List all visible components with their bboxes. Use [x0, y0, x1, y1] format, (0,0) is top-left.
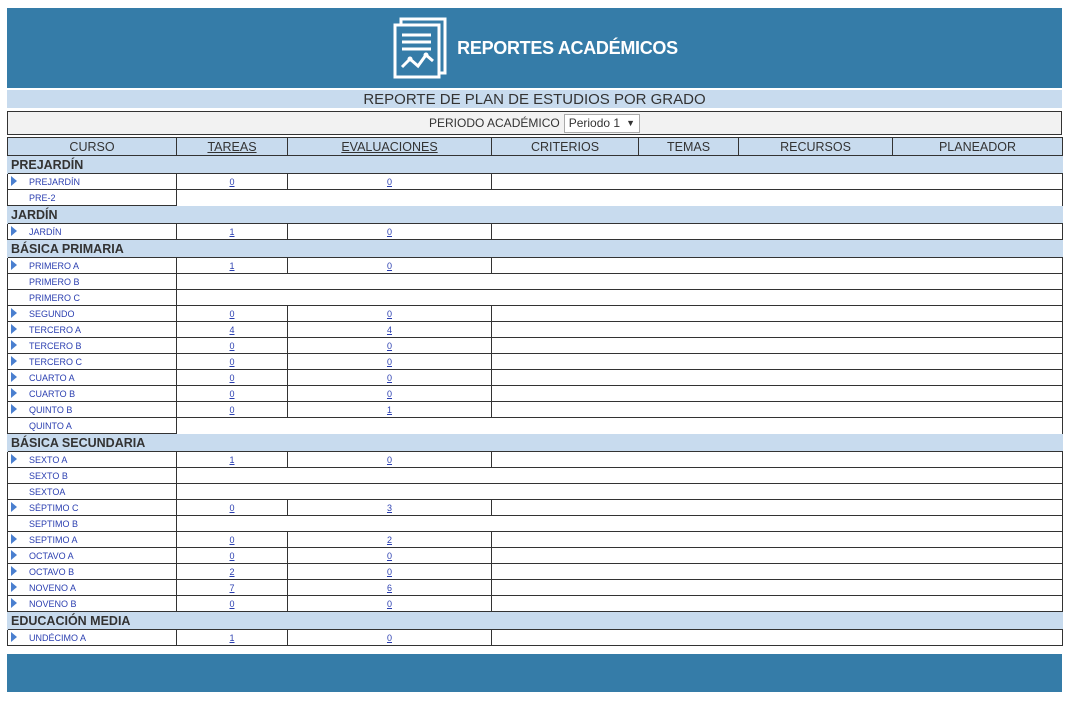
expand-arrow-icon[interactable] — [11, 598, 17, 608]
evaluaciones-cell — [288, 532, 492, 548]
empty-cell — [492, 532, 1063, 548]
course-cell — [8, 418, 177, 434]
empty-cell — [492, 258, 1063, 274]
tareas-cell — [177, 354, 288, 370]
expand-arrow-icon[interactable] — [11, 324, 17, 334]
tareas-cell — [177, 548, 288, 564]
empty-cell — [177, 516, 1063, 532]
tareas-cell — [177, 452, 288, 468]
tareas-link[interactable]: 1 — [229, 226, 235, 237]
table-row — [8, 224, 1063, 240]
category-row — [8, 612, 1063, 630]
tareas-link[interactable]: 0 — [229, 404, 235, 415]
tareas-link[interactable]: 0 — [229, 372, 235, 383]
table-row — [8, 452, 1063, 468]
evaluaciones-link[interactable]: 0 — [386, 308, 392, 319]
evaluaciones-cell — [288, 630, 492, 646]
course-cell[interactable] — [8, 224, 177, 240]
expand-arrow-icon[interactable] — [11, 502, 17, 512]
tareas-cell — [177, 386, 288, 402]
empty-cell — [177, 190, 1063, 206]
course-cell — [8, 484, 177, 500]
table-row — [8, 338, 1063, 354]
evaluaciones-link[interactable]: 1 — [386, 404, 392, 415]
tareas-link[interactable]: 0 — [229, 176, 235, 187]
evaluaciones-link[interactable]: 0 — [386, 356, 392, 367]
expand-arrow-icon[interactable] — [11, 388, 17, 398]
course-name: SEPTIMO B — [29, 518, 79, 529]
course-cell[interactable] — [8, 306, 177, 322]
course-name: TERCERO C — [29, 356, 83, 367]
table-row — [8, 548, 1063, 564]
course-cell[interactable] — [8, 452, 177, 468]
app-header — [7, 8, 1062, 88]
course-cell — [8, 274, 177, 290]
course-cell[interactable] — [8, 564, 177, 580]
empty-cell — [492, 354, 1063, 370]
tareas-link[interactable]: 1 — [229, 260, 235, 271]
table-row — [8, 274, 1063, 290]
course-name: QUINTO A — [29, 420, 72, 431]
empty-cell — [492, 174, 1063, 190]
curriculum-table — [7, 137, 1063, 646]
category-label: BÁSICA SECUNDARIA — [8, 434, 1063, 452]
course-cell — [8, 468, 177, 484]
course-cell — [8, 516, 177, 532]
course-name: PREJARDÍN — [29, 176, 81, 187]
col-evaluaciones[interactable]: EVALUACIONES — [288, 138, 492, 156]
empty-cell — [492, 322, 1063, 338]
tareas-link[interactable]: 0 — [229, 550, 235, 561]
course-name: SEXTO A — [29, 454, 68, 465]
category-label: JARDÍN — [8, 206, 1063, 224]
category-row — [8, 434, 1063, 452]
expand-arrow-icon[interactable] — [11, 176, 17, 186]
table-row — [8, 322, 1063, 338]
course-cell[interactable] — [8, 322, 177, 338]
category-row — [8, 156, 1063, 174]
empty-cell — [177, 418, 1063, 434]
tareas-link[interactable]: 0 — [229, 502, 235, 513]
table-row — [8, 596, 1063, 612]
table-row — [8, 190, 1063, 206]
table-row — [8, 630, 1063, 646]
table-row — [8, 500, 1063, 516]
empty-cell — [177, 290, 1063, 306]
app-title: REPORTES ACADÉMICOS — [457, 37, 678, 58]
table-row — [8, 402, 1063, 418]
category-label: EDUCACIÓN MEDIA — [8, 612, 1063, 630]
empty-cell — [492, 548, 1063, 564]
course-name: CUARTO A — [29, 372, 75, 383]
expand-arrow-icon[interactable] — [11, 404, 17, 414]
empty-cell — [492, 564, 1063, 580]
course-name: SEXTO B — [29, 470, 68, 481]
expand-arrow-icon[interactable] — [11, 454, 17, 464]
tareas-cell — [177, 370, 288, 386]
empty-cell — [492, 630, 1063, 646]
course-cell[interactable] — [8, 258, 177, 274]
tareas-cell — [177, 630, 288, 646]
evaluaciones-cell — [288, 306, 492, 322]
table-row — [8, 354, 1063, 370]
course-name: PRIMERO C — [29, 292, 81, 303]
table-row — [8, 386, 1063, 402]
course-name: CUARTO B — [29, 388, 76, 399]
course-name: OCTAVO B — [29, 566, 75, 577]
expand-arrow-icon[interactable] — [11, 566, 17, 576]
course-name: TERCERO A — [29, 324, 82, 335]
expand-arrow-icon[interactable] — [11, 226, 17, 236]
course-cell[interactable] — [8, 596, 177, 612]
category-label: PREJARDÍN — [8, 156, 1063, 174]
tareas-link[interactable]: 0 — [229, 598, 235, 609]
page-title: REPORTE DE PLAN DE ESTUDIOS POR GRADO — [7, 90, 1062, 108]
evaluaciones-cell — [288, 596, 492, 612]
course-name: SEGUNDO — [29, 308, 75, 319]
course-cell[interactable] — [8, 354, 177, 370]
col-planeador: PLANEADOR — [893, 138, 1063, 156]
table-row — [8, 484, 1063, 500]
course-name: TERCERO B — [29, 340, 82, 351]
course-cell[interactable] — [8, 338, 177, 354]
course-cell[interactable] — [8, 580, 177, 596]
table-row — [8, 174, 1063, 190]
expand-arrow-icon[interactable] — [11, 340, 17, 350]
report-page — [7, 8, 1062, 692]
evaluaciones-link[interactable]: 3 — [386, 502, 392, 513]
empty-cell — [177, 468, 1063, 484]
evaluaciones-cell — [288, 174, 492, 190]
evaluaciones-link[interactable]: 0 — [386, 226, 392, 237]
table-row — [8, 532, 1063, 548]
empty-cell — [492, 500, 1063, 516]
course-name: SÉPTIMO C — [29, 502, 79, 513]
course-cell[interactable] — [8, 386, 177, 402]
evaluaciones-cell — [288, 402, 492, 418]
empty-cell — [492, 370, 1063, 386]
evaluaciones-cell — [288, 370, 492, 386]
evaluaciones-link[interactable]: 0 — [386, 372, 392, 383]
course-name: QUINTO B — [29, 404, 73, 415]
empty-cell — [492, 580, 1063, 596]
tareas-cell — [177, 402, 288, 418]
category-row — [8, 240, 1063, 258]
tareas-cell — [177, 174, 288, 190]
evaluaciones-cell — [288, 548, 492, 564]
course-name: UNDÉCIMO A — [29, 632, 87, 643]
evaluaciones-cell — [288, 386, 492, 402]
evaluaciones-link[interactable]: 0 — [386, 566, 392, 577]
course-name: JARDÍN — [29, 226, 62, 237]
tareas-cell — [177, 224, 288, 240]
table-header-row — [8, 138, 1063, 156]
tareas-cell — [177, 258, 288, 274]
tareas-link[interactable]: 7 — [229, 582, 235, 593]
course-cell — [8, 190, 177, 206]
course-cell[interactable] — [8, 500, 177, 516]
tareas-link[interactable]: 1 — [229, 632, 235, 643]
expand-arrow-icon[interactable] — [11, 356, 17, 366]
tareas-link[interactable]: 0 — [229, 308, 235, 319]
course-name: NOVENO B — [29, 598, 77, 609]
evaluaciones-link[interactable]: 0 — [386, 598, 392, 609]
empty-cell — [492, 224, 1063, 240]
table-row — [8, 418, 1063, 434]
empty-cell — [492, 452, 1063, 468]
table-row — [8, 370, 1063, 386]
expand-arrow-icon[interactable] — [11, 550, 17, 560]
empty-cell — [177, 274, 1063, 290]
col-criterios: CRITERIOS — [492, 138, 639, 156]
course-cell[interactable] — [8, 402, 177, 418]
col-tareas[interactable]: TAREAS — [177, 138, 288, 156]
table-row — [8, 306, 1063, 322]
evaluaciones-cell — [288, 564, 492, 580]
evaluaciones-cell — [288, 500, 492, 516]
course-name: PRE-2 — [29, 192, 56, 203]
period-selector-bar — [7, 111, 1062, 135]
empty-cell — [492, 402, 1063, 418]
table-row — [8, 468, 1063, 484]
evaluaciones-cell — [288, 354, 492, 370]
evaluaciones-link[interactable]: 6 — [386, 582, 392, 593]
evaluaciones-link[interactable]: 0 — [386, 550, 392, 561]
tareas-link[interactable]: 0 — [229, 534, 235, 545]
expand-arrow-icon[interactable] — [11, 582, 17, 592]
empty-cell — [492, 338, 1063, 354]
empty-cell — [492, 596, 1063, 612]
course-cell[interactable] — [8, 548, 177, 564]
evaluaciones-link[interactable]: 4 — [386, 324, 392, 335]
app-footer — [7, 654, 1062, 692]
dropdown-arrow-icon: ▼ — [626, 118, 635, 128]
course-cell[interactable] — [8, 630, 177, 646]
table-row — [8, 516, 1063, 532]
evaluaciones-link[interactable]: 0 — [386, 454, 392, 465]
evaluaciones-cell — [288, 452, 492, 468]
period-select-value: Periodo 1 — [568, 116, 621, 130]
evaluaciones-link[interactable]: 0 — [386, 388, 392, 399]
tareas-link[interactable]: 1 — [229, 454, 235, 465]
period-label: PERIODO ACADÉMICO — [429, 116, 560, 130]
col-recursos: RECURSOS — [739, 138, 893, 156]
evaluaciones-cell — [288, 580, 492, 596]
evaluaciones-link[interactable]: 0 — [386, 176, 392, 187]
table-row — [8, 580, 1063, 596]
evaluaciones-cell — [288, 258, 492, 274]
tareas-cell — [177, 322, 288, 338]
table-row — [8, 564, 1063, 580]
tareas-link[interactable]: 0 — [229, 340, 235, 351]
category-label: BÁSICA PRIMARIA — [8, 240, 1063, 258]
report-chart-icon — [391, 17, 449, 79]
course-cell — [8, 290, 177, 306]
course-name: PRIMERO A — [29, 260, 80, 271]
tareas-link[interactable]: 0 — [229, 388, 235, 399]
col-temas: TEMAS — [639, 138, 739, 156]
tareas-link[interactable]: 0 — [229, 356, 235, 367]
table-row — [8, 258, 1063, 274]
course-cell[interactable] — [8, 370, 177, 386]
evaluaciones-cell — [288, 322, 492, 338]
category-row — [8, 206, 1063, 224]
course-name: SEPTIMO A — [29, 534, 78, 545]
course-name: PRIMERO B — [29, 276, 80, 287]
tareas-cell — [177, 338, 288, 354]
course-cell[interactable] — [8, 532, 177, 548]
tareas-cell — [177, 306, 288, 322]
empty-cell — [492, 306, 1063, 322]
tareas-cell — [177, 580, 288, 596]
expand-arrow-icon[interactable] — [11, 260, 17, 270]
evaluaciones-link[interactable]: 0 — [386, 260, 392, 271]
course-name: OCTAVO A — [29, 550, 74, 561]
tareas-link[interactable]: 2 — [229, 566, 235, 577]
tareas-cell — [177, 564, 288, 580]
evaluaciones-cell — [288, 224, 492, 240]
tareas-cell — [177, 596, 288, 612]
course-cell[interactable] — [8, 174, 177, 190]
evaluaciones-link[interactable]: 2 — [386, 534, 392, 545]
evaluaciones-cell — [288, 338, 492, 354]
course-name: NOVENO A — [29, 582, 77, 593]
course-name: SEXTOA — [29, 486, 66, 497]
expand-arrow-icon[interactable] — [11, 308, 17, 318]
expand-arrow-icon[interactable] — [11, 534, 17, 544]
evaluaciones-link[interactable]: 0 — [386, 340, 392, 351]
evaluaciones-link[interactable]: 0 — [386, 632, 392, 643]
tareas-cell — [177, 500, 288, 516]
empty-cell — [492, 386, 1063, 402]
period-select[interactable] — [564, 114, 640, 133]
tareas-link[interactable]: 4 — [229, 324, 235, 335]
expand-arrow-icon[interactable] — [11, 632, 17, 642]
table-row — [8, 290, 1063, 306]
empty-cell — [177, 484, 1063, 500]
expand-arrow-icon[interactable] — [11, 372, 17, 382]
tareas-cell — [177, 532, 288, 548]
col-curso: CURSO — [8, 138, 177, 156]
